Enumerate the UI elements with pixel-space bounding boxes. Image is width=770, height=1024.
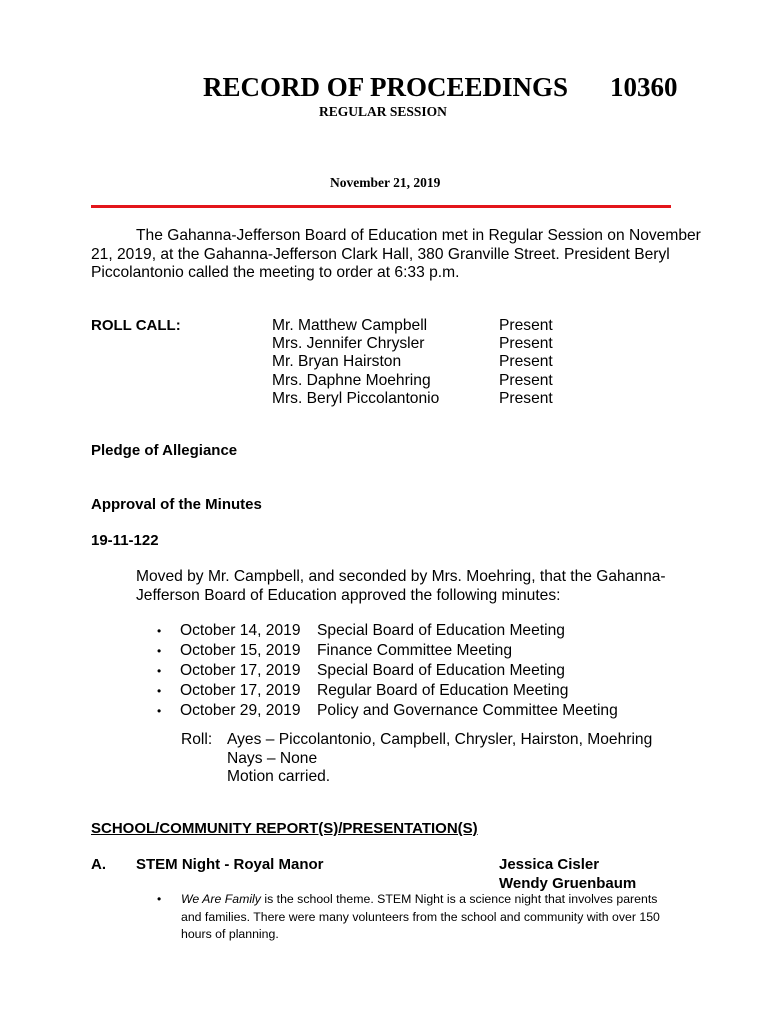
motion-paragraph [136,568,696,605]
school-reports-heading: SCHOOL/COMMUNITY REPORT(S)/PRESENTATION(S) [91,820,478,837]
list-item [157,701,618,721]
stem-note [157,891,721,944]
resolution-number: 19-11-122 [91,532,159,549]
presenters [499,856,636,894]
vote-nays: Nays – None [227,749,318,767]
pledge-heading: Pledge of Allegiance [91,442,238,459]
meeting-date: November 21, 2019 [330,175,441,190]
bullet-icon: • [157,664,162,678]
bullet-icon: • [157,644,162,658]
bullet-icon: • [157,684,162,698]
member-name: Mrs. Beryl Piccolantonio [272,389,440,407]
school-theme: We Are Family [181,892,261,906]
roll-call-table [272,317,553,408]
minutes-date: October 17, 2019 [180,682,301,699]
list-item [157,641,618,661]
member-status: Present [499,389,553,407]
roll-label: Roll: [181,731,213,748]
session-subtitle: REGULAR SESSION [319,104,447,119]
note-line: and families. There were many volunteers from the school and community with over 150 [181,909,660,924]
vote-row [181,731,652,750]
vote-ayes: Ayes – Piccolantonio, Campbell, Chrysler, Hairston, Moehring [227,731,653,748]
minutes-meeting: Policy and Governance Committee Meeting [317,702,618,719]
item-title: STEM Night - Royal Manor [136,856,324,873]
page-title: RECORD OF PROCEEDINGS [203,72,569,102]
vote-result: Motion carried. [227,768,331,785]
member-status: Present [499,353,553,371]
roll-call-label: ROLL CALL: [91,317,181,334]
approval-heading: Approval of the Minutes [91,496,262,513]
roll-row [272,353,553,371]
motion-line: Moved by Mr. Campbell, and seconded by Mrs. Moehring, that the Gahanna- [136,568,666,585]
vote-row [181,750,652,769]
item-letter: A. [91,856,106,873]
minutes-meeting: Regular Board of Education Meeting [317,682,569,699]
roll-row [272,335,553,353]
note-line: hours of planning. [181,927,279,941]
list-item [157,681,618,701]
bullet-icon: • [157,892,162,906]
intro-line: 21, 2019, at the Gahanna-Jefferson Clark Hall, 380 Granville Street. President Beryl [91,245,670,263]
note-line-rest: is the school theme. STEM Night is a science night that involves parents [260,892,658,906]
presenter-name: Jessica Cisler [499,856,600,873]
presenter-name: Wendy Gruenbaum [499,874,637,892]
member-name: Mr. Bryan Hairston [272,353,402,371]
minutes-date: October 29, 2019 [180,702,301,719]
intro-line: Piccolantonio called the meeting to order at 6:33 p.m. [91,264,460,281]
spacer [181,750,227,769]
roll-row [272,390,553,408]
intro-line: The Gahanna-Jefferson Board of Education met in Regular Session on November [136,227,701,244]
intro-paragraph [91,227,701,283]
member-status: Present [499,371,553,389]
minutes-date: October 15, 2019 [180,642,301,659]
minutes-date: October 17, 2019 [180,662,301,679]
vote-row [181,768,652,787]
minutes-meeting: Special Board of Education Meeting [317,622,565,639]
member-name: Mr. Matthew Campbell [272,317,428,334]
motion-line: Jefferson Board of Education approved the following minutes: [136,586,561,604]
list-item [157,661,618,681]
minutes-list [157,621,618,721]
minutes-date: October 14, 2019 [180,622,301,639]
roll-row [272,372,553,390]
note-text [181,891,721,944]
list-item [157,621,618,641]
minutes-meeting: Special Board of Education Meeting [317,662,565,679]
member-name: Mrs. Daphne Moehring [272,371,431,389]
member-status: Present [499,335,553,353]
roll-row [272,317,553,335]
member-status: Present [499,317,553,334]
bullet-icon: • [157,624,162,638]
note-line [181,891,721,909]
minutes-meeting: Finance Committee Meeting [317,642,513,659]
member-name: Mrs. Jennifer Chrysler [272,335,425,353]
spacer [181,768,227,787]
bullet-icon: • [157,704,162,718]
vote-block [181,731,652,787]
header-rule [91,205,671,208]
page-number: 10360 [610,72,678,102]
